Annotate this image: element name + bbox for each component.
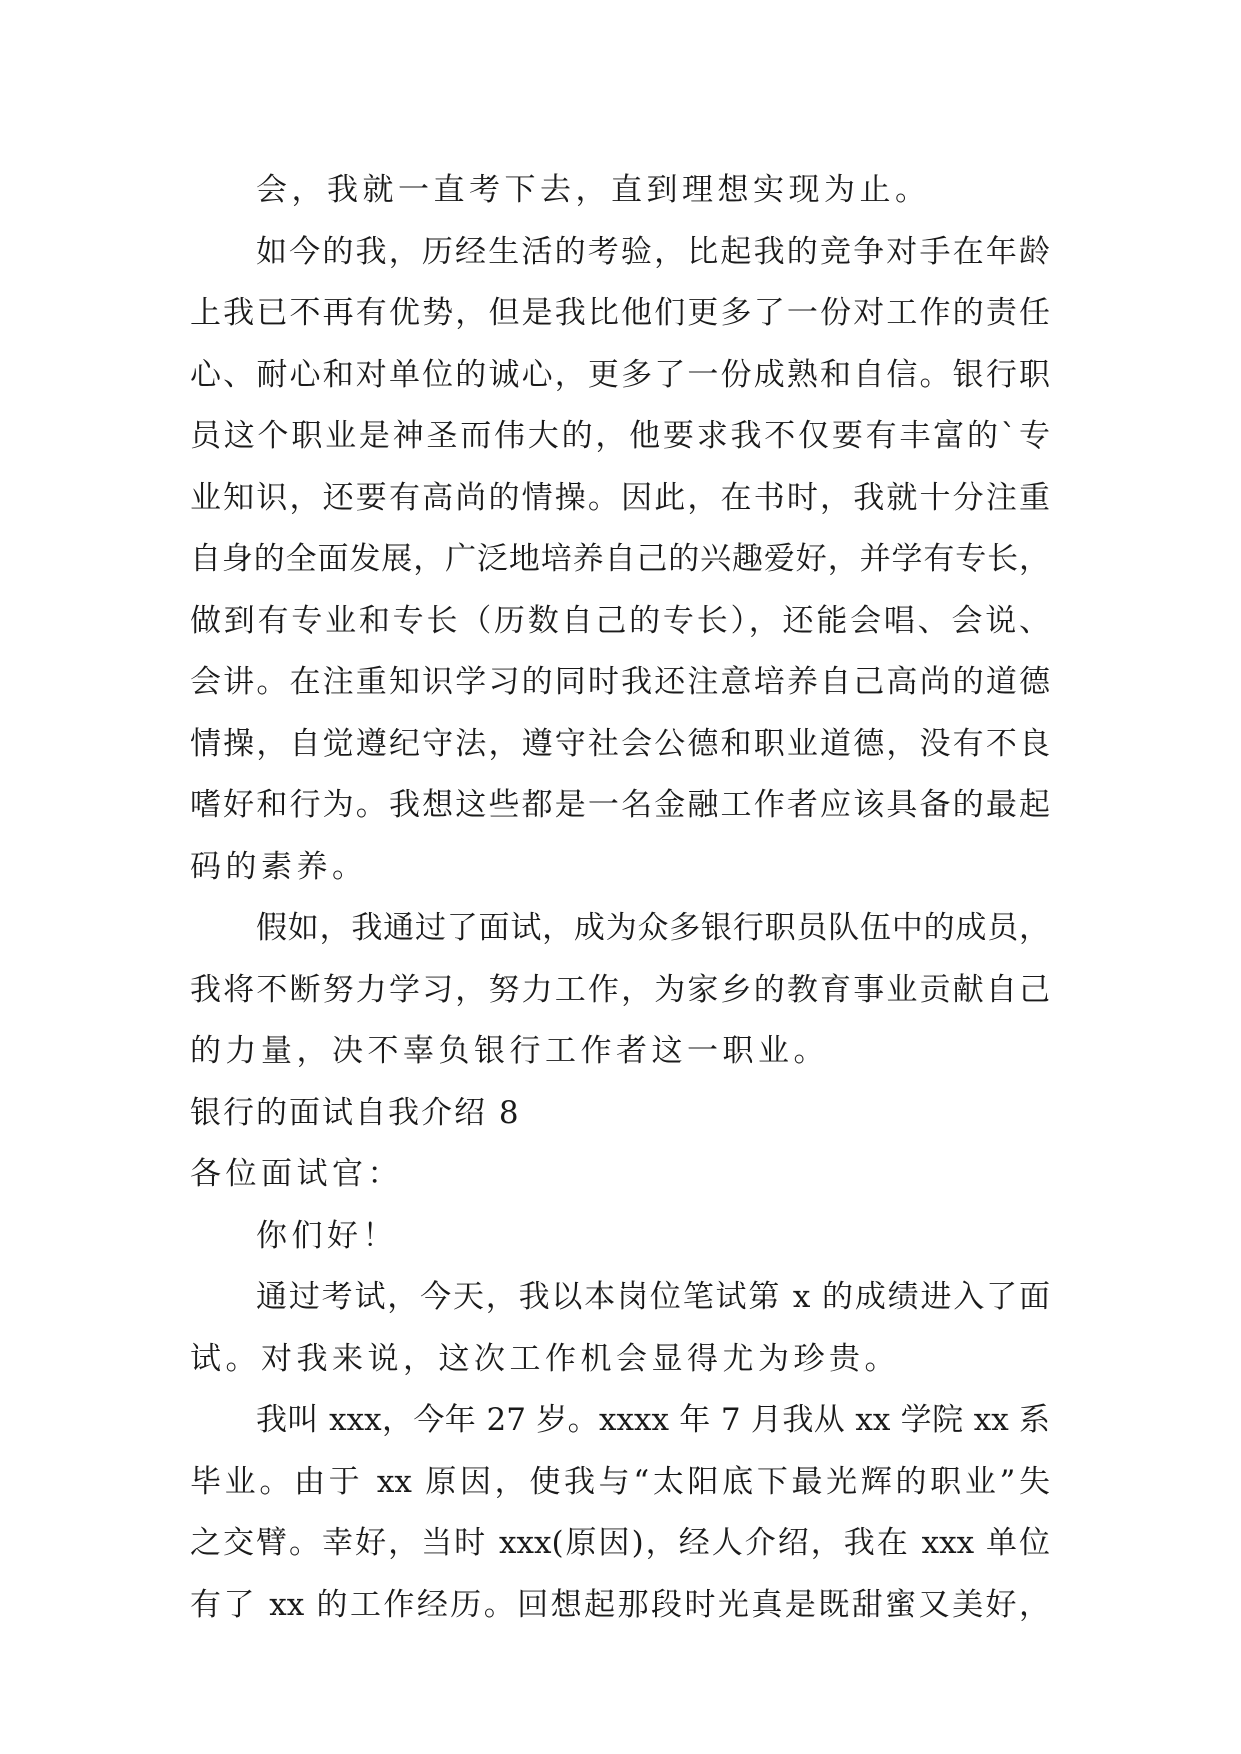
- text-line: 业知识，还要有高尚的情操。因此，在书时，我就十分注重: [190, 479, 1050, 516]
- section-heading: 银行的面试自我介绍 8: [190, 1094, 521, 1131]
- text-line: 上我已不再有优势，但是我比他们更多了一份对工作的责任: [190, 295, 1050, 331]
- text-line: 情操，自觉遵纪守法，遵守社会公德和职业道德，没有不良: [190, 725, 1050, 762]
- text-line: 我将不断努力学习，努力工作，为家乡的教育事业贡献自己: [190, 971, 1050, 1008]
- text-line: 如今的我，历经生活的考验，比起我的竞争对手在年龄: [256, 233, 1050, 270]
- salutation: 各位面试官：: [190, 1156, 403, 1192]
- text-line: 之交臂。幸好，当时 xxx(原因)，经人介绍，我在 xxx 单位: [190, 1525, 1050, 1561]
- text-line: 码的素养。: [190, 848, 368, 885]
- text-line: 自身的全面发展，广泛地培养自己的兴趣爱好，并学有专长，: [190, 541, 1050, 577]
- greeting: 你们好！: [256, 1217, 398, 1254]
- text-line: 我叫 xxx，今年 27 岁。xxxx 年 7 月我从 xx 学院 xx 系: [256, 1402, 1050, 1438]
- text-line: 会讲。在注重知识学习的同时我还注意培养自己高尚的道德: [190, 664, 1050, 700]
- text-line: 毕业。由于 xx 原因，使我与“太阳底下最光辉的职业”失: [190, 1463, 1050, 1500]
- text-line: 假如，我通过了面试，成为众多银行职员队伍中的成员，: [256, 910, 1050, 946]
- text-line: 心、耐心和对单位的诚心，更多了一份成熟和自信。银行职: [190, 356, 1050, 393]
- text-line: 嗜好和行为。我想这些都是一名金融工作者应该具备的最起: [190, 787, 1050, 823]
- text-line: 有了 xx 的工作经历。回想起那段时光真是既甜蜜又美好，: [190, 1586, 1050, 1623]
- text-line: 试。对我来说，这次工作机会显得尤为珍贵。: [190, 1340, 900, 1377]
- text-line: 的力量，决不辜负银行工作者这一职业。: [190, 1033, 829, 1069]
- text-line: 做到有专业和专长（历数自己的专长），还能会唱、会说、: [190, 602, 1050, 639]
- text-line: 会，我就一直考下去，直到理想实现为止。: [256, 172, 931, 208]
- text-line: 通过考试，今天，我以本岗位笔试第 x 的成绩进入了面: [256, 1279, 1050, 1315]
- document-body: [190, 160, 1050, 1636]
- text-line: 员这个职业是神圣而伟大的，他要求我不仅要有丰富的`专: [190, 418, 1050, 454]
